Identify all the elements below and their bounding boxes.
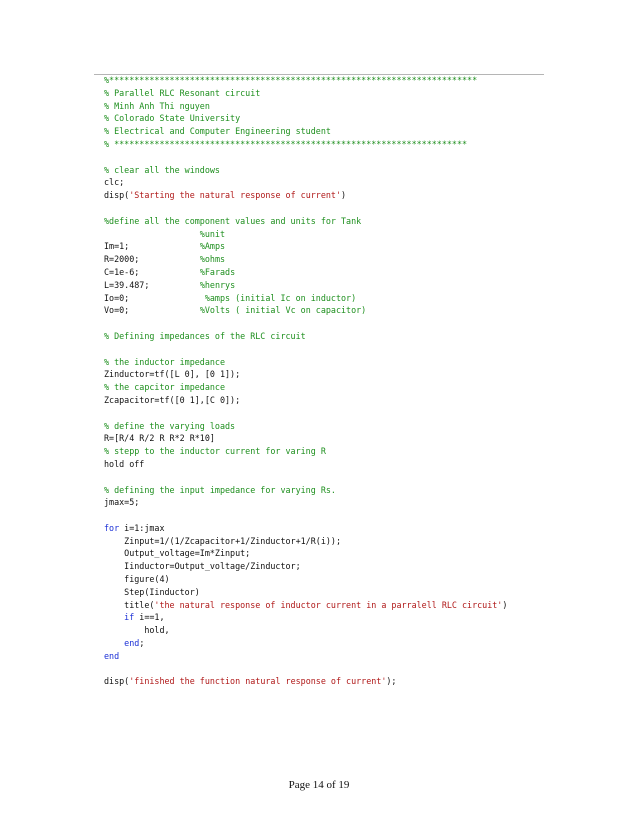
- code-token: % stepp to the inductor current for varing R: [104, 446, 326, 457]
- code-line: [104, 560, 564, 573]
- code-line: [104, 496, 564, 509]
- code-token: %define all the component values and units for Tank: [104, 215, 362, 226]
- code-token: end: [104, 650, 120, 661]
- code-token: % **********************************************************************: [104, 138, 468, 149]
- code-token: if: [124, 612, 135, 623]
- code-line: [104, 228, 564, 241]
- code-token: %henrys: [199, 279, 236, 290]
- code-line: [104, 292, 564, 305]
- code-line: [104, 611, 564, 624]
- code-token: jmax=5;: [104, 497, 140, 508]
- code-line: [104, 368, 564, 381]
- code-token: %Farads: [199, 266, 236, 277]
- code-token: i==1,: [134, 612, 165, 623]
- code-line: [104, 394, 564, 407]
- code-line: [104, 125, 564, 138]
- code-token: figure(4): [104, 574, 170, 585]
- blank-line: [104, 663, 564, 676]
- code-token: Io=0;: [104, 292, 205, 303]
- code-line: [104, 189, 564, 202]
- code-token: title(: [104, 599, 155, 610]
- code-token: clc;: [104, 177, 125, 188]
- code-line: [104, 381, 564, 394]
- code-token: %*************************************************************************: [104, 75, 478, 85]
- code-token: Zinput=1/(1/Zcapacitor+1/Zinductor+1/R(i));: [104, 535, 341, 546]
- code-token: hold off: [104, 458, 145, 469]
- code-line: [104, 458, 564, 471]
- code-token: % clear all the windows: [104, 164, 220, 175]
- code-token: % Parallel RLC Resonant circuit: [104, 87, 261, 98]
- blank-line: [104, 317, 564, 330]
- code-listing: [104, 74, 564, 688]
- code-line: [104, 253, 564, 266]
- code-token: % define the varying loads: [104, 420, 236, 431]
- code-line: [104, 586, 564, 599]
- code-line: [104, 100, 564, 113]
- code-line: [104, 573, 564, 586]
- code-line: [104, 304, 564, 317]
- code-line: [104, 240, 564, 253]
- code-token: % Defining impedances of the RLC circuit: [104, 330, 306, 341]
- code-token: ): [341, 190, 347, 201]
- code-token: % Minh Anh Thi nguyen: [104, 100, 210, 111]
- code-line: [104, 74, 564, 87]
- blank-line: [104, 407, 564, 420]
- blank-line: [104, 343, 564, 356]
- code-line: [104, 87, 564, 100]
- code-token: C=1e-6;: [104, 266, 200, 277]
- code-line: [104, 432, 564, 445]
- code-line: [104, 176, 564, 189]
- code-token: Iinductor=Output_voltage/Zinductor;: [104, 561, 301, 572]
- code-token: Zinductor=tf([L 0], [0 1]);: [104, 369, 241, 380]
- code-line: [104, 599, 564, 612]
- blank-line: [104, 509, 564, 522]
- code-token: 'finished the function natural response of current': [129, 676, 387, 687]
- blank-line: [104, 471, 564, 484]
- code-token: %Volts ( initial Vc on capacitor): [199, 305, 367, 316]
- code-token: % the capcitor impedance: [104, 382, 226, 393]
- code-line: [104, 266, 564, 279]
- code-token: %unit: [104, 228, 226, 239]
- code-line: [104, 445, 564, 458]
- code-token: % Electrical and Computer Engineering student: [104, 126, 331, 137]
- code-token: );: [386, 676, 397, 687]
- code-token: [104, 612, 124, 622]
- code-token: % Colorado State University: [104, 113, 241, 124]
- code-token: R=[R/4 R/2 R R*2 R*10]: [104, 433, 215, 444]
- blank-line: [104, 151, 564, 164]
- code-line: [104, 420, 564, 433]
- code-token: R=2000;: [104, 254, 200, 265]
- code-token: Zcapacitor=tf([0 1],[C 0]);: [104, 394, 241, 405]
- code-line: [104, 138, 564, 151]
- code-line: [104, 637, 564, 650]
- code-token: i=1:jmax: [119, 522, 165, 533]
- code-token: % defining the input impedance for varying Rs.: [104, 484, 336, 495]
- blank-line: [104, 202, 564, 215]
- code-line: [104, 624, 564, 637]
- code-line: [104, 522, 564, 535]
- code-line: [104, 164, 564, 177]
- code-line: [104, 484, 564, 497]
- code-token: Vo=0;: [104, 305, 200, 316]
- code-line: [104, 547, 564, 560]
- code-token: disp(: [104, 676, 130, 687]
- code-token: [104, 638, 124, 648]
- code-line: [104, 279, 564, 292]
- code-line: [104, 535, 564, 548]
- code-token: %amps (initial Ic on inductor): [204, 292, 357, 303]
- code-token: disp(: [104, 190, 130, 201]
- code-token: ): [502, 599, 508, 610]
- code-token: 'the natural response of inductor current in a parralell RLC circuit': [154, 599, 503, 610]
- code-line: [104, 356, 564, 369]
- code-token: %ohms: [199, 254, 226, 265]
- code-line: [104, 675, 564, 688]
- code-token: Step(Iinductor): [104, 586, 200, 597]
- code-token: ;: [139, 638, 145, 649]
- code-line: [104, 215, 564, 228]
- code-token: %Amps: [199, 241, 226, 252]
- code-token: for: [104, 522, 120, 533]
- code-token: % the inductor impedance: [104, 356, 226, 367]
- code-line: [104, 650, 564, 663]
- code-token: end: [124, 638, 140, 649]
- code-token: L=39.487;: [104, 279, 200, 290]
- code-token: Output_voltage=Im*Zinput;: [104, 548, 251, 559]
- code-token: Im=1;: [104, 241, 200, 252]
- code-token: hold,: [104, 625, 170, 636]
- code-token: 'Starting the natural response of current': [129, 190, 341, 201]
- code-line: [104, 330, 564, 343]
- page-number: Page 14 of 19: [288, 779, 350, 791]
- code-line: [104, 112, 564, 125]
